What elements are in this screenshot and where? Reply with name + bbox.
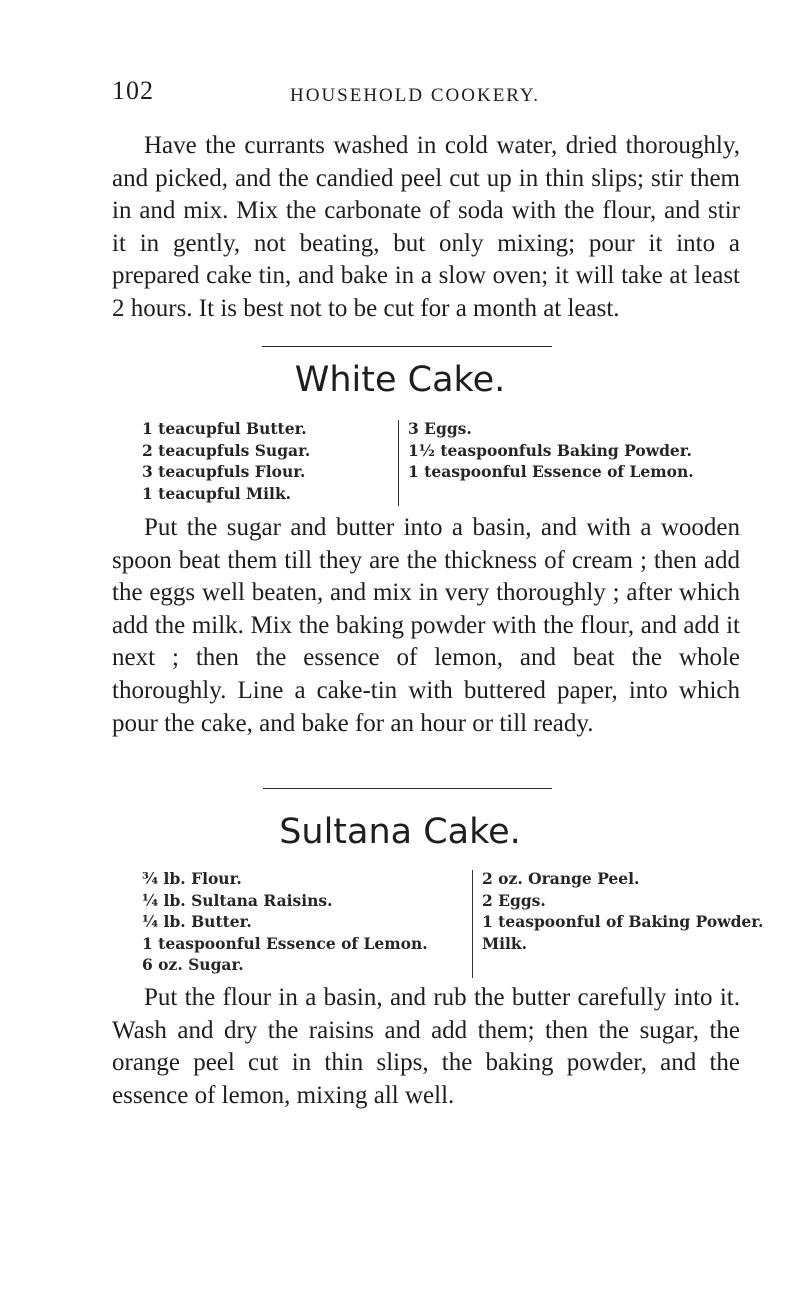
intro-paragraph: Have the currants washed in cold water, dried thoroughly, and picked, and the candied peel cut up in thin slips; stir them in and mix. Mix the carbonate of soda with the flour, and stir it in gently, not beating, but only mixing; pour it into a prepared cake tin, and bake in a slow oven; it will take at least 2 hours. It is best not to be cut for a month at least.	[112, 132, 740, 322]
ingredient-item: Milk.	[482, 933, 528, 953]
ingredient-item: ¼ lb. Butter.	[142, 912, 252, 931]
ingredient-item: 1 teaspoonful Essence of Lemon.	[142, 933, 428, 953]
recipe-title-white-cake: White Cake.	[294, 360, 506, 400]
ingredient-item: ¼ lb. Sultana Raisins.	[142, 890, 333, 910]
white-cake-ingredients-left	[142, 418, 310, 504]
running-title: HOUSEHOLD COOKERY.	[290, 85, 540, 106]
ingredient-column-divider	[398, 420, 399, 506]
ingredient-item: 1 teacupful Milk.	[142, 483, 292, 503]
ingredient-item: 6 oz. Sugar.	[142, 955, 244, 974]
ingredient-item: 1 teaspoonful Essence of Lemon.	[408, 462, 694, 481]
recipe-title-sultana-cake: Sultana Cake.	[279, 812, 521, 852]
ingredient-item: 1½ teaspoonfuls Baking Powder.	[408, 440, 692, 460]
section-divider-middle	[263, 788, 552, 789]
ingredient-item: 2 oz. Orange Peel.	[482, 869, 640, 888]
page-number: 102	[112, 76, 154, 105]
sultana-cake-ingredients-right	[482, 868, 763, 954]
section-divider-top	[262, 346, 552, 347]
white-cake-ingredients-right	[408, 418, 694, 483]
ingredient-item: 3 Eggs.	[408, 419, 472, 438]
ingredient-column-divider	[472, 870, 473, 978]
ingredient-item: 2 Eggs.	[482, 890, 546, 910]
ingredient-item: 1 teacupful Butter.	[142, 419, 307, 438]
ingredient-item: 1 teaspoonful of Baking Powder.	[482, 912, 764, 931]
sultana-cake-ingredients-left	[142, 868, 428, 976]
ingredient-item: ¾ lb. Flour.	[142, 869, 242, 888]
white-cake-method: Put the sugar and butter into a basin, and with a wooden spoon beat them till they are the thickness of cream ; then add the eggs well beaten, and mix in very thoroughly ; after which add the milk. Mix the baking powder with the flour, and add it next ; then the essence of lemon, and beat the whole thoroughly. Line a cake-tin with buttered paper, into which pour the cake, and bake for an hour or till ready.	[112, 514, 740, 737]
sultana-cake-method: Put the flour in a basin, and rub the butter carefully into it. Wash and dry the raisins and add them; then the sugar, the orange peel cut in thin slips, the baking powder, and the essence of lemon, mixing all well.	[112, 984, 740, 1109]
ingredient-item: 2 teacupfuls Sugar.	[142, 440, 311, 460]
ingredient-item: 3 teacupfuls Flour.	[142, 462, 306, 481]
